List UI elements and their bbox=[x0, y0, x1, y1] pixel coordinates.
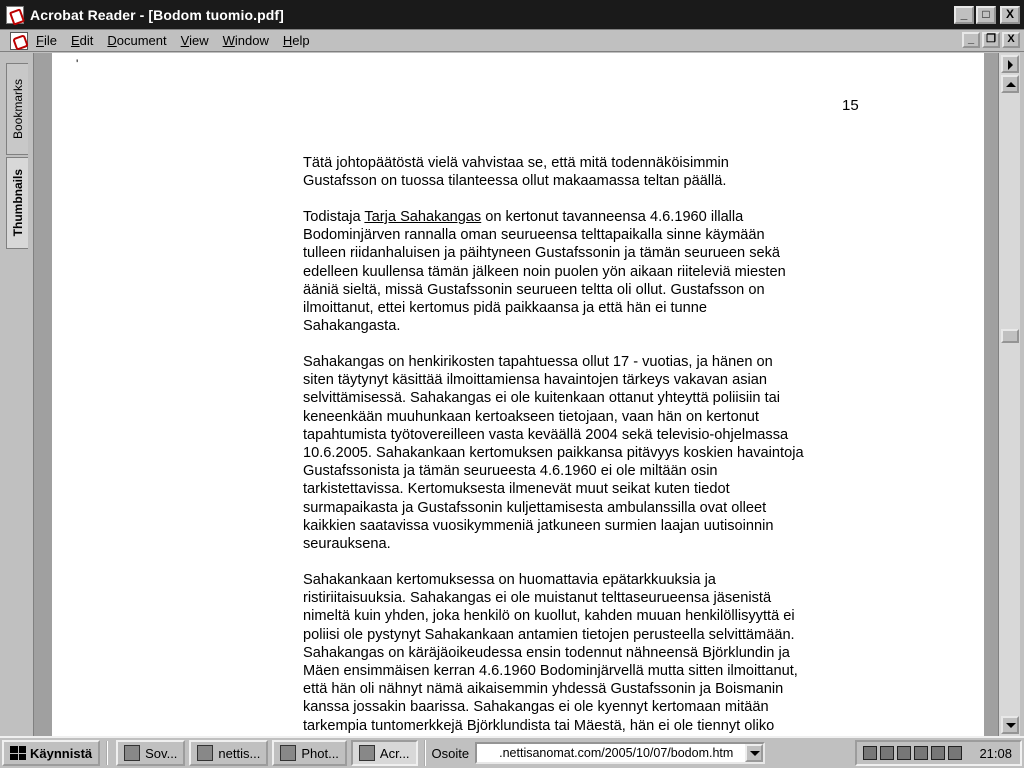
settings-icon[interactable] bbox=[931, 746, 945, 760]
menu-edit[interactable]: Edit bbox=[70, 33, 94, 48]
page-gutter-left bbox=[34, 53, 52, 736]
taskbar-item[interactable]: nettis... bbox=[189, 740, 268, 766]
address-dropdown-button[interactable] bbox=[745, 744, 763, 762]
chevron-right-icon bbox=[1008, 60, 1013, 70]
text-line: Tätä johtopäätöstä vielä vahvistaa se, että mitä todennäköisimmin bbox=[303, 155, 729, 171]
text-line: Todistaja Tarja Sahakangas on kertonut tavanneensa 4.6.1960 illalla bbox=[303, 209, 744, 225]
network-icon[interactable] bbox=[863, 746, 877, 760]
title-bar bbox=[0, 0, 1024, 30]
text-line: siten täytynyt käsittää ilmoittamiensa havaintojen tärkeys vakavan asian bbox=[303, 372, 767, 389]
text-line: selvittämisessä. Sahakangas ei ole kuitenkaan ottanut yhteyttä poliisiin tai bbox=[303, 390, 781, 407]
text-line: Sahakangas on käräjäoikeudessa ensin todennut nähneensä Björklundin ja bbox=[303, 644, 790, 661]
tab-bookmarks[interactable]: Bookmarks bbox=[6, 63, 28, 155]
scroll-thumb[interactable] bbox=[1001, 329, 1019, 343]
vertical-scrollbar[interactable] bbox=[998, 53, 1020, 736]
text-line: tulleen riidanhaluisen ja päihtyneen Gustafssonin ja tämän seurueen sekä bbox=[303, 245, 781, 262]
menu-window[interactable]: Window bbox=[222, 33, 269, 48]
system-tray bbox=[855, 740, 1022, 766]
underlined-name: Tarja Sahakangas bbox=[364, 209, 482, 225]
address-value: .nettisanomat.com/2005/10/07/bodom.htm bbox=[499, 746, 734, 760]
text-line: Bodominjärven rannalla oman seurueensa telttapaikalla sinne käymään bbox=[303, 227, 765, 244]
minimize-button[interactable]: _ bbox=[954, 6, 974, 24]
quick-launch bbox=[106, 741, 112, 765]
arrow-down-icon bbox=[1006, 723, 1016, 728]
text-line: Sahakangas on henkirikosten tapahtuessa ollut 17 - vuotias, ja hänen on bbox=[303, 354, 773, 370]
maximize-button[interactable]: □ bbox=[976, 6, 996, 24]
menu-file[interactable]: File bbox=[36, 33, 57, 48]
menu-document[interactable]: Document bbox=[107, 33, 167, 48]
doc-close-button[interactable]: X bbox=[1002, 32, 1020, 48]
text-line: kaikkien saatavissa vuosikymmeniä jatkuneen surmien laajan uutisoinnin bbox=[303, 517, 774, 534]
tab-thumbnails[interactable]: Thumbnails bbox=[6, 157, 28, 249]
text-line: Sahakangasta. bbox=[303, 318, 401, 335]
paragraph-4 bbox=[303, 571, 863, 735]
text-line: tapahtumista työtovereilleen vasta keväällä 2004 sekä televisio-ohjelmassa bbox=[303, 426, 789, 443]
text-line: Sahakankaan kertomuksessa on huomattavia epätarkkuuksia ja bbox=[303, 572, 716, 588]
volume-icon[interactable] bbox=[914, 746, 928, 760]
menu-bar bbox=[0, 30, 1024, 52]
expand-arrow-button[interactable] bbox=[1001, 55, 1019, 73]
navigation-pane bbox=[0, 53, 34, 736]
scroll-up-button[interactable] bbox=[1001, 75, 1019, 93]
text-line: keneenkään muuhunkaan kertoakseen tietojaan, vaan hän on kertonut bbox=[303, 408, 759, 425]
window-title: Acrobat Reader - [Bodom tuomio.pdf] bbox=[30, 6, 284, 23]
clock[interactable]: 21:08 bbox=[979, 745, 1012, 761]
text-line: tarkistettavissa. Kertomuksesta ilmenevät muut seikat kuten tiedot bbox=[303, 481, 730, 498]
text-line: tarkempia tuntomerkkejä Björklundista tai Mäestä, hän ei ole tiennyt oliko bbox=[303, 717, 775, 734]
address-label: Osoite bbox=[431, 745, 470, 761]
text-line: surmapaikasta ja Gustafssonin kuljettamisesta ambulanssilla ovat olleet bbox=[303, 499, 767, 516]
taskbar-item[interactable]: Sov... bbox=[116, 740, 185, 766]
text-line: Gustafssonista ja tämän seurueesta 4.6.1960 ei ole miltään osin bbox=[303, 463, 718, 480]
page-mark: ' bbox=[76, 57, 79, 71]
paragraph-3 bbox=[303, 353, 863, 553]
taskbar bbox=[0, 736, 1024, 768]
display-icon[interactable] bbox=[948, 746, 962, 760]
doc-restore-button[interactable]: ❐ bbox=[982, 32, 1000, 48]
arrow-up-icon bbox=[1006, 82, 1016, 87]
document-window-controls bbox=[962, 32, 1020, 48]
page-number: 15 bbox=[842, 97, 859, 114]
text-line: seurauksena. bbox=[303, 536, 391, 553]
text-line: edelleen kuullensa tämän jälkeen noin puolen yön aikaan riiteleviä miesten bbox=[303, 263, 786, 280]
windows-logo-icon bbox=[10, 746, 26, 760]
window-controls bbox=[954, 6, 1020, 24]
paragraph-2 bbox=[303, 208, 863, 335]
menu-view[interactable]: View bbox=[180, 33, 209, 48]
text-line: nimeltä kuin yhden, joka henkilö on kuollut, kahden muuan henkilöllisyyttä ei bbox=[303, 608, 795, 625]
paragraph-1 bbox=[303, 154, 863, 190]
scroll-down-button[interactable] bbox=[1001, 716, 1019, 734]
search-icon[interactable] bbox=[880, 746, 894, 760]
text-line: Gustafsson on tuossa tilanteessa ollut makaamassa teltan päällä. bbox=[303, 173, 727, 190]
photoshop-icon bbox=[280, 745, 296, 761]
doc-minimize-button[interactable]: _ bbox=[962, 32, 980, 48]
browser-icon bbox=[197, 745, 213, 761]
text-line: ilmoittanut, ettei kertomus pidä paikkaansa ja että hän ei tunne bbox=[303, 300, 708, 317]
taskbar-item[interactable]: Phot... bbox=[272, 740, 347, 766]
text-line: 10.6.2005. Sahakankaan kertomuksen paikkansa pitävyys koskien havaintoja bbox=[303, 445, 804, 462]
taskbar-item-active[interactable]: Acr... bbox=[351, 740, 418, 766]
document-icon[interactable] bbox=[10, 32, 28, 50]
text-line: Mäen ensimmäisen kerran 4.6.1960 Bodominjärvellä mutta sitten ilmoittanut, bbox=[303, 663, 798, 680]
menu-help[interactable]: Help bbox=[282, 33, 310, 48]
acrobat-app-icon[interactable] bbox=[6, 6, 24, 24]
text-line: kanssa jossakin baarissa. Sahakangas ei ole kyennyt kertomaan mitään bbox=[303, 699, 769, 716]
app-icon bbox=[124, 745, 140, 761]
start-button[interactable]: Käynnistä bbox=[2, 740, 100, 766]
text-line: ääniä sieltä, missä Gustafssonin seurueen teltta oli ollut. Gustafsson on bbox=[303, 281, 765, 298]
text-line: ristiriitaisuuksia. Sahakangas ei ole muistanut telttaseurueensa jäsenistä bbox=[303, 590, 772, 607]
address-toolbar bbox=[424, 740, 766, 766]
text-line: poliisi ole pystynyt Sahakankaan antamien tietojen perusteella selvittämään. bbox=[303, 626, 795, 643]
page-gutter-right bbox=[984, 53, 998, 736]
text-line: että hän oli nähnyt nämä aikaisemmin yhdessä Gustafssonin ja Boismanin bbox=[303, 681, 784, 698]
address-input[interactable] bbox=[475, 742, 765, 764]
document-page bbox=[52, 53, 984, 736]
acrobat-icon bbox=[359, 745, 375, 761]
close-button[interactable]: X bbox=[1000, 6, 1020, 24]
antivirus-icon[interactable] bbox=[897, 746, 911, 760]
